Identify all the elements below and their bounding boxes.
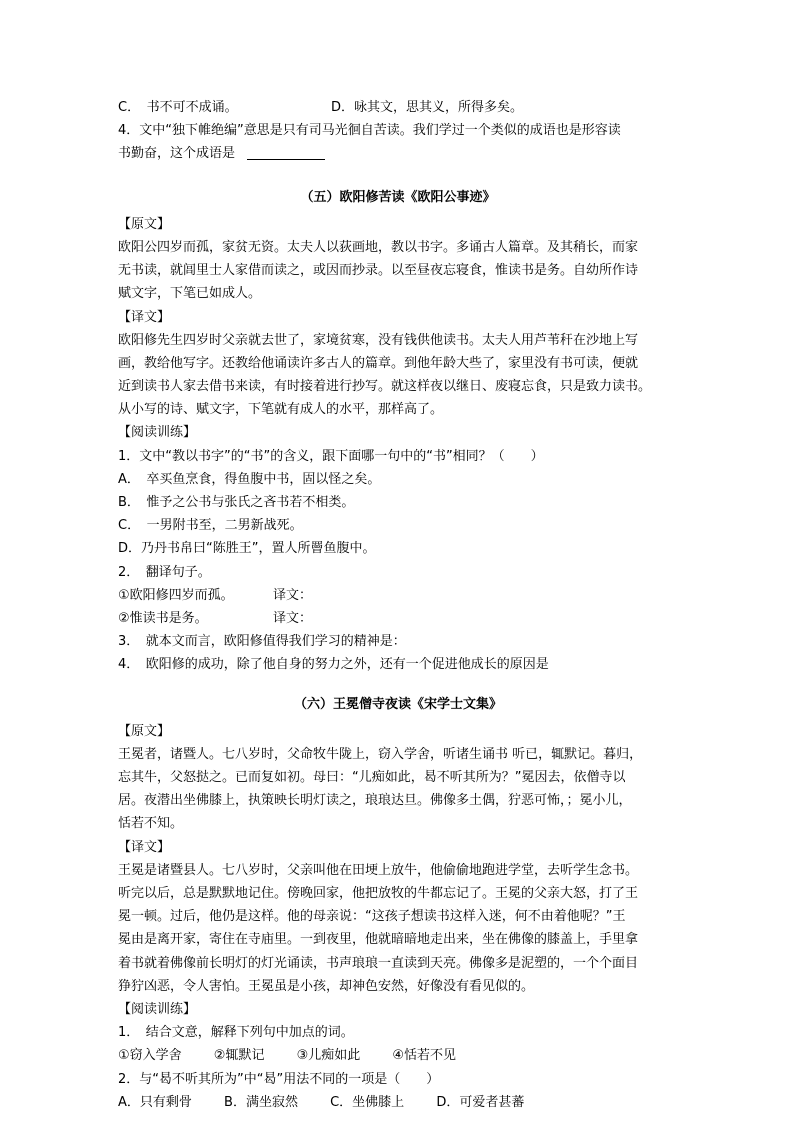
section6-translation-line: 王冕是诸暨县人。七八岁时，父亲叫他在田埂上放牛，他偷偷地跑进学堂，去听学生念书。 [118,862,639,878]
section5-translation-label: 【译文】 [118,309,171,325]
section5-q1: 1．文中“教以书字”的“书”的含义，跟下面哪一句中的“书”相同？（ ） [118,448,544,464]
section5-q1-option: D．乃丹书帛曰“陈胜王”，置人所罾鱼腹中。 [118,541,376,557]
section5-translation-line: 画，教给他写字。还教给他诵读许多古人的篇章。到他年龄大些了，家里没有书可读，便就 [118,355,639,371]
section5-q2-item [118,607,678,630]
q2-option: B．满坐寂然 [224,1094,298,1110]
q4-line-2 [118,142,678,165]
q1-item: ①窃入学舍 [118,1048,182,1064]
option-c: C． 书不可不成诵。 [118,100,238,115]
section5-title: （五）欧阳修苦读《欧阳公事迹》 [300,189,496,205]
section6-q1-items [118,1044,678,1067]
q3-options-row [118,96,678,119]
section5-q4: 4． 欧阳修的成功，除了他自身的努力之外，还有一个促进他成长的原因是 [118,657,549,673]
section6-q1: 1． 结合文意，解释下列句中加点的词。 [118,1025,354,1041]
option-d: D．咏其文，思其义，所得多矣。 [331,100,524,115]
section5-original-label: 【原文】 [118,216,171,232]
section5-translation-line: 欧阳修先生四岁时父亲就去世了，家境贫寒，没有钱供他读书。太夫人用芦苇秆在沙地上写 [118,332,639,348]
q2-option: C．坐佛膝上 [330,1094,405,1110]
section6-original-label: 【原文】 [118,723,171,739]
q2-item-label: 译文： [273,610,313,626]
q1-item: ④恬若不见 [392,1048,457,1064]
q2-item-sentence: ①欧阳修四岁而孤。 [118,587,234,603]
section5-exercise-label: 【阅读训练】 [118,425,197,441]
section6-translation-label: 【译文】 [118,839,171,855]
q2-option: D．可爱者甚蕃 [436,1094,525,1110]
q2-item-label: 译文： [273,587,313,603]
section5-q1-option: B． 惟予之公书与张氏之吝书若不相类。 [118,495,355,510]
q1-item: ③儿痴如此 [296,1048,361,1064]
section5-q3: 3． 就本文而言，欧阳修值得我们学习的精神是： [118,634,406,650]
section6-original-line: 居。夜潜出坐佛膝上，执策映长明灯读之，琅琅达旦。佛像多土偶，狞恶可怖，；冕小儿， [118,793,632,809]
section6-translation-line: 狰狞凶恶，令人害怕。王冕虽是小孩，却神色安然，好像没有看见似的。 [118,978,535,994]
section6-translation-line: 冕一顿。过后，他仍是这样。他的母亲说：“这孩子想读书这样入迷，何不由着他呢？”王 [118,909,626,925]
q4-line-2-text: 书勤奋，这个成语是 [118,146,236,162]
section5-translation-line: 从小写的诗、赋文字，下笔就有成人的水平，那样高了。 [118,402,444,418]
section5-q2: 2． 翻译句子。 [118,564,211,580]
section5-q1-option: C． 一男附书至，二男新战死。 [118,518,303,534]
section6-original-line: 忘其牛，父怒挞之。已而复如初。母曰：“儿痴如此，曷不听其所为？”冕因去，依僧寺以 [118,770,626,786]
section6-title: （六）王冕僧寺夜读《宋学士文集》 [293,696,502,712]
section6-original-line: 王冕者，诸暨人。七八岁时，父命牧牛陇上，窃入学舍，听诸生诵书 听已，辄默记。暮归， [118,746,643,762]
section5-original-line: 赋文字，下笔已如成人。 [118,286,262,302]
section6-original-line: 恬若不知。 [118,816,184,832]
section5-translation-line: 近到读书人家去借书来读，有时接着进行抄写。就这样夜以继日、废寝忘食，只是致力读书。 [118,379,652,395]
section6-q2: 2．与“曷不听其所为”中“曷”用法不同的一项是（ ） [118,1071,440,1087]
section6-translation-line: 冕由是离开家，寄住在寺庙里。一到夜里，他就暗暗地走出来，坐在佛像的膝盖上，手里拿 [118,932,639,948]
section5-q1-option: A． 卒买鱼烹食，得鱼腹中书，固以怪之矣。 [118,471,381,487]
section6-exercise-label: 【阅读训练】 [118,1001,197,1017]
section6-translation-line: 听完以后，总是默默地记住。傍晚回家，他把放牧的牛都忘记了。王冕的父亲大怒，打了王 [118,886,639,901]
section5-q2-item [118,584,678,607]
section5-original-line: 欧阳公四岁而孤，家贫无资。太夫人以荻画地，教以书字。多诵古人篇章。及其稍长，而家 [118,239,639,255]
section5-original-line: 无书读，就闾里士人家借而读之，或因而抄录。以至昼夜忘寝食，惟读书是务。自幼所作诗 [118,263,639,279]
section6-translation-line: 着书就着佛像前长明灯的灯光诵读，书声琅琅一直读到天亮。佛像多是泥塑的，一个个面目 [118,955,639,971]
q2-option: A．只有剩骨 [118,1094,192,1110]
document-content [118,96,678,1114]
q2-item-sentence: ②惟读书是务。 [118,610,208,626]
section6-q2-options [118,1091,678,1114]
q4-line-1: 4．文中“独下帷绝编”意思是只有司马光徊自苦读。我们学过一个类似的成语也是形容读 [118,123,621,139]
answer-blank [247,145,325,160]
q1-item: ②辄默记 [213,1048,265,1064]
